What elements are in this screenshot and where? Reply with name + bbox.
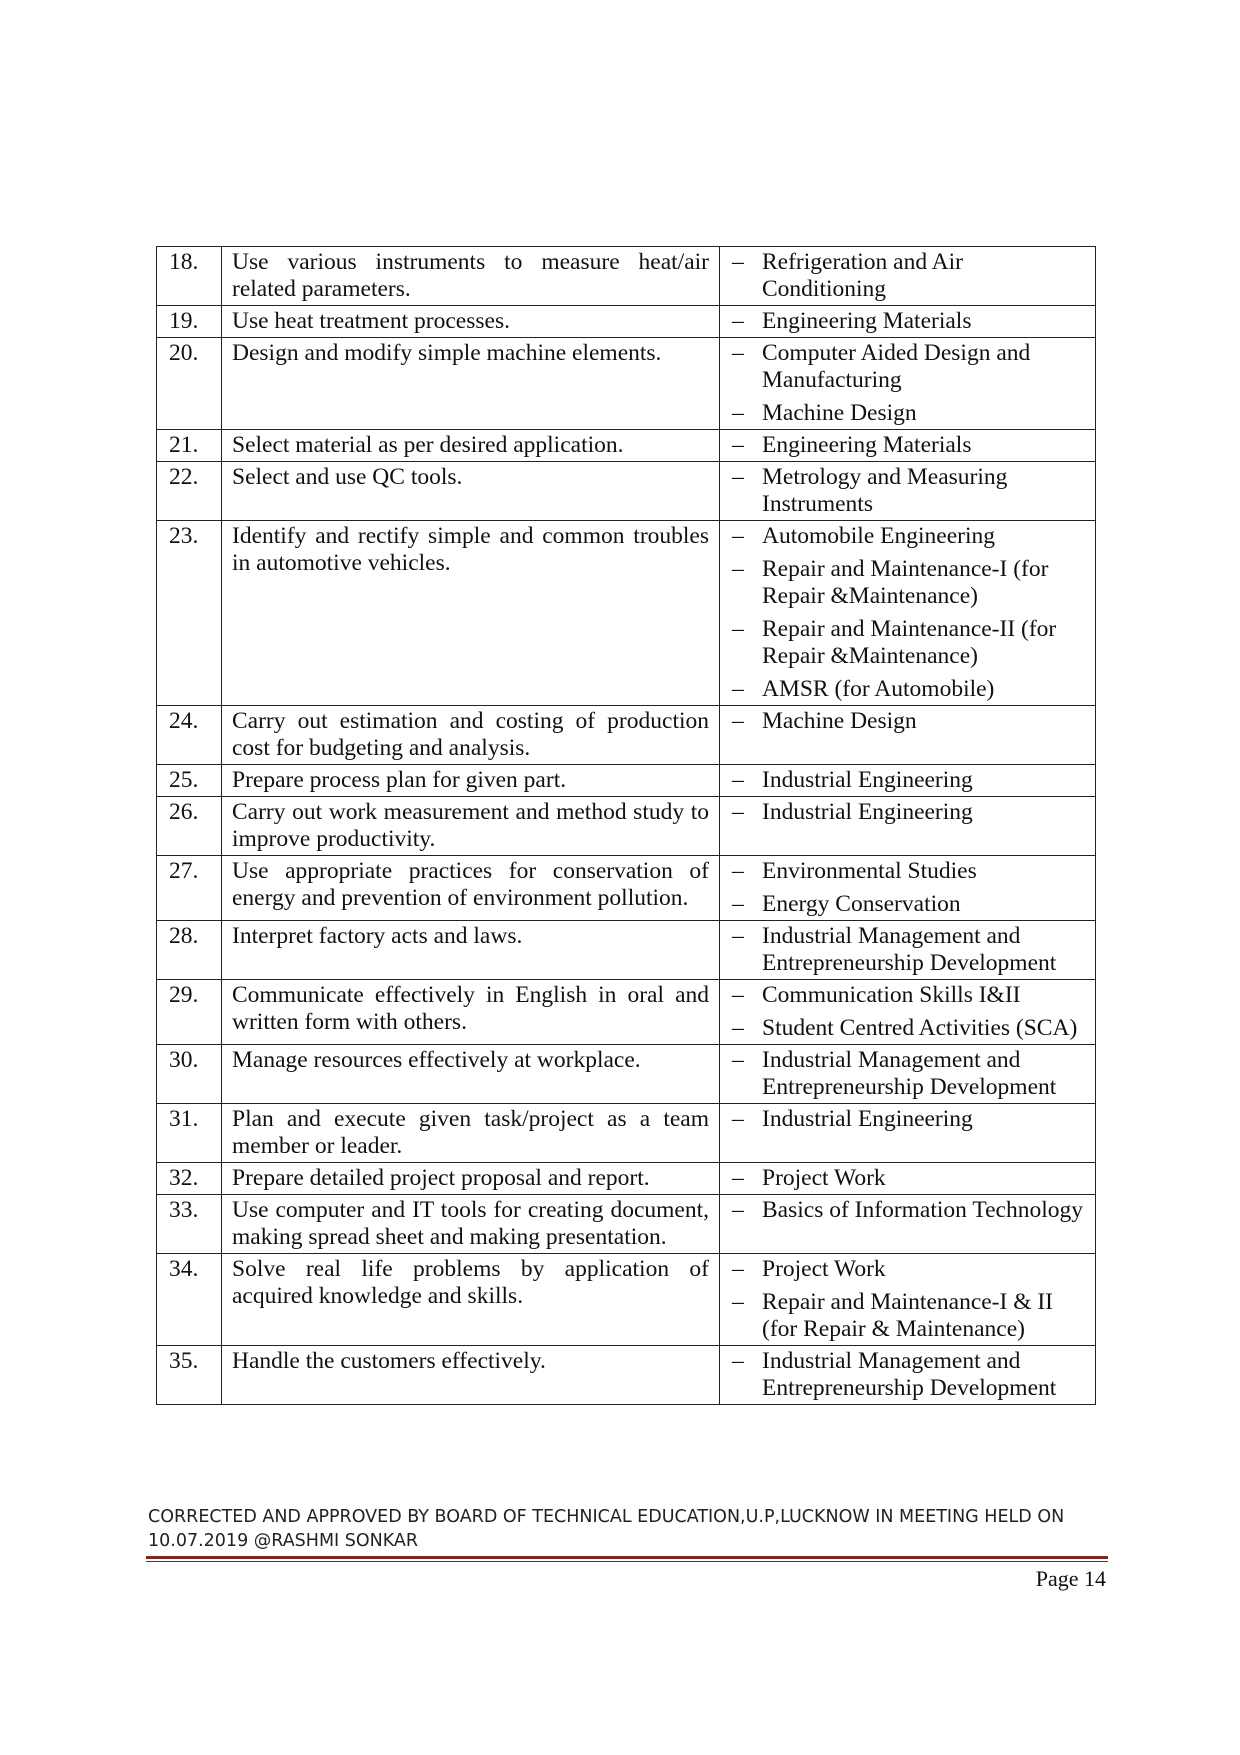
- course-item: [730, 1197, 1087, 1224]
- outcome-text: Use various instruments to measure heat/air related parameters.: [222, 247, 720, 306]
- dash-bullet: –: [732, 340, 744, 366]
- outcome-text: Identify and rectify simple and common troubles in automotive vehicles.: [222, 521, 720, 706]
- footer: [148, 1505, 1108, 1553]
- dash-bullet: –: [732, 616, 744, 642]
- dash-bullet: –: [732, 400, 744, 426]
- dash-bullet: –: [732, 1047, 744, 1073]
- footer-line-1: CORRECTED AND APPROVED BY BOARD OF TECHNICAL EDUCATION,U.P,LUCKNOW IN MEETING HELD ON: [148, 1507, 1065, 1527]
- course-name: Repair and Maintenance-I (for Repair &Maintenance): [762, 556, 1049, 609]
- course-name: Energy Conservation: [762, 891, 961, 917]
- course-item: [730, 1348, 1087, 1402]
- dash-bullet: –: [732, 858, 744, 884]
- dash-bullet: –: [732, 556, 744, 582]
- dash-bullet: –: [732, 1289, 744, 1315]
- dash-bullet: –: [732, 891, 744, 917]
- dash-bullet: –: [732, 464, 744, 490]
- outcome-text: Carry out estimation and costing of production cost for budgeting and analysis.: [222, 706, 720, 765]
- table-row: [157, 706, 1096, 765]
- course-name: AMSR (for Automobile): [762, 676, 995, 702]
- outcome-text: Communicate effectively in English in oral and written form with others.: [222, 980, 720, 1045]
- course-list: [720, 1254, 1096, 1346]
- course-name: Environmental Studies: [762, 858, 977, 884]
- dash-bullet: –: [732, 1348, 744, 1374]
- row-number: 35.: [157, 1346, 222, 1405]
- course-item: [730, 982, 1087, 1009]
- course-item: [730, 400, 1087, 427]
- outcome-text: Handle the customers effectively.: [222, 1346, 720, 1405]
- dash-bullet: –: [732, 432, 744, 458]
- course-list: [720, 430, 1096, 462]
- outcome-text: Select and use QC tools.: [222, 462, 720, 521]
- dash-bullet: –: [732, 1015, 744, 1041]
- course-name: Automobile Engineering: [762, 523, 995, 549]
- table-row: [157, 921, 1096, 980]
- course-item: [730, 249, 1087, 303]
- course-item: [730, 308, 1087, 335]
- row-number: 25.: [157, 765, 222, 797]
- row-number: 30.: [157, 1045, 222, 1104]
- course-list: [720, 462, 1096, 521]
- outcome-text: Select material as per desired application.: [222, 430, 720, 462]
- footer-rule-thin: [146, 1561, 1108, 1562]
- course-name: Refrigeration and Air Conditioning: [762, 249, 963, 302]
- table-row: [157, 797, 1096, 856]
- course-list: [720, 980, 1096, 1045]
- course-item: [730, 464, 1087, 518]
- course-list: [720, 797, 1096, 856]
- course-name: Project Work: [762, 1165, 886, 1191]
- course-name: Industrial Engineering: [762, 799, 973, 825]
- table-row: [157, 1163, 1096, 1195]
- course-item: [730, 556, 1087, 610]
- dash-bullet: –: [732, 767, 744, 793]
- course-name: Communication Skills I&II: [762, 982, 1021, 1008]
- course-item: [730, 1106, 1087, 1133]
- course-item: [730, 708, 1087, 735]
- table-row: [157, 521, 1096, 706]
- course-name: Repair and Maintenance-I & II (for Repair & Maintenance): [762, 1289, 1054, 1342]
- course-name: Project Work: [762, 1256, 886, 1282]
- course-name: Student Centred Activities (SCA): [762, 1015, 1078, 1041]
- row-number: 29.: [157, 980, 222, 1045]
- course-item: [730, 799, 1087, 826]
- outcome-text: Manage resources effectively at workplace.: [222, 1045, 720, 1104]
- course-name: Repair and Maintenance-II (for Repair &Maintenance): [762, 616, 1057, 669]
- course-item: [730, 1015, 1087, 1042]
- page-number: Page 14: [1035, 1566, 1106, 1591]
- outcomes-table-body: [157, 247, 1096, 1405]
- row-number: 19.: [157, 306, 222, 338]
- course-list: [720, 247, 1096, 306]
- outcome-text: Plan and execute given task/project as a team member or leader.: [222, 1104, 720, 1163]
- table-row: [157, 430, 1096, 462]
- dash-bullet: –: [732, 523, 744, 549]
- course-list: [720, 1045, 1096, 1104]
- course-name: Industrial Engineering: [762, 1106, 973, 1132]
- dash-bullet: –: [732, 982, 744, 1008]
- course-item: [730, 616, 1087, 670]
- row-number: 28.: [157, 921, 222, 980]
- course-list: [720, 1104, 1096, 1163]
- outcome-text: Prepare process plan for given part.: [222, 765, 720, 797]
- course-list: [720, 338, 1096, 430]
- course-name: Industrial Engineering: [762, 767, 973, 793]
- outcome-text: Use appropriate practices for conservation of energy and prevention of environment pollution.: [222, 856, 720, 921]
- table-row: [157, 1346, 1096, 1405]
- row-number: 34.: [157, 1254, 222, 1346]
- course-item: [730, 676, 1087, 703]
- row-number: 32.: [157, 1163, 222, 1195]
- row-number: 23.: [157, 521, 222, 706]
- course-name: Machine Design: [762, 708, 917, 734]
- table-row: [157, 1195, 1096, 1254]
- table-row: [157, 856, 1096, 921]
- course-list: [720, 765, 1096, 797]
- course-item: [730, 1047, 1087, 1101]
- course-item: [730, 767, 1087, 794]
- outcome-text: Carry out work measurement and method study to improve productivity.: [222, 797, 720, 856]
- course-list: [720, 1346, 1096, 1405]
- course-name: Metrology and Measuring Instruments: [762, 464, 1008, 517]
- course-item: [730, 891, 1087, 918]
- row-number: 21.: [157, 430, 222, 462]
- row-number: 18.: [157, 247, 222, 306]
- course-item: [730, 858, 1087, 885]
- dash-bullet: –: [732, 1197, 744, 1223]
- table-row: [157, 1104, 1096, 1163]
- dash-bullet: –: [732, 308, 744, 334]
- row-number: 31.: [157, 1104, 222, 1163]
- row-number: 27.: [157, 856, 222, 921]
- outcome-text: Interpret factory acts and laws.: [222, 921, 720, 980]
- row-number: 26.: [157, 797, 222, 856]
- course-list: [720, 856, 1096, 921]
- course-name: Industrial Management and Entrepreneurship Development: [762, 1348, 1057, 1401]
- course-item: [730, 1165, 1087, 1192]
- dash-bullet: –: [732, 1165, 744, 1191]
- outcome-text: Solve real life problems by application of acquired knowledge and skills.: [222, 1254, 720, 1346]
- course-item: [730, 1289, 1087, 1343]
- row-number: 24.: [157, 706, 222, 765]
- dash-bullet: –: [732, 1256, 744, 1282]
- course-list: [720, 1195, 1096, 1254]
- course-list: [720, 521, 1096, 706]
- outcome-text: Prepare detailed project proposal and report.: [222, 1163, 720, 1195]
- table-row: [157, 980, 1096, 1045]
- row-number: 20.: [157, 338, 222, 430]
- outcomes-table: [156, 246, 1096, 1405]
- dash-bullet: –: [732, 1106, 744, 1132]
- footer-line-2: 10.07.2019 @RASHMI SONKAR: [148, 1531, 419, 1551]
- table-row: [157, 1254, 1096, 1346]
- course-name: Engineering Materials: [762, 432, 972, 458]
- row-number: 22.: [157, 462, 222, 521]
- table-row: [157, 765, 1096, 797]
- footer-rule-thick: [146, 1556, 1108, 1559]
- course-list: [720, 706, 1096, 765]
- course-name: Industrial Management and Entrepreneurship Development: [762, 1047, 1057, 1100]
- course-item: [730, 923, 1087, 977]
- course-list: [720, 921, 1096, 980]
- table-row: [157, 247, 1096, 306]
- dash-bullet: –: [732, 249, 744, 275]
- dash-bullet: –: [732, 676, 744, 702]
- table-row: [157, 338, 1096, 430]
- course-item: [730, 432, 1087, 459]
- course-list: [720, 306, 1096, 338]
- course-name: Computer Aided Design and Manufacturing: [762, 340, 1031, 393]
- row-number: 33.: [157, 1195, 222, 1254]
- dash-bullet: –: [732, 708, 744, 734]
- outcome-text: Design and modify simple machine elements.: [222, 338, 720, 430]
- course-name: Basics of Information Technology: [762, 1197, 1083, 1223]
- dash-bullet: –: [732, 923, 744, 949]
- course-name: Engineering Materials: [762, 308, 972, 334]
- course-item: [730, 340, 1087, 394]
- course-name: Machine Design: [762, 400, 917, 426]
- course-name: Industrial Management and Entrepreneurship Development: [762, 923, 1057, 976]
- course-list: [720, 1163, 1096, 1195]
- outcome-text: Use computer and IT tools for creating document, making spread sheet and making presentation.: [222, 1195, 720, 1254]
- table-row: [157, 1045, 1096, 1104]
- table-row: [157, 306, 1096, 338]
- outcome-text: Use heat treatment processes.: [222, 306, 720, 338]
- table-row: [157, 462, 1096, 521]
- course-item: [730, 1256, 1087, 1283]
- dash-bullet: –: [732, 799, 744, 825]
- course-item: [730, 523, 1087, 550]
